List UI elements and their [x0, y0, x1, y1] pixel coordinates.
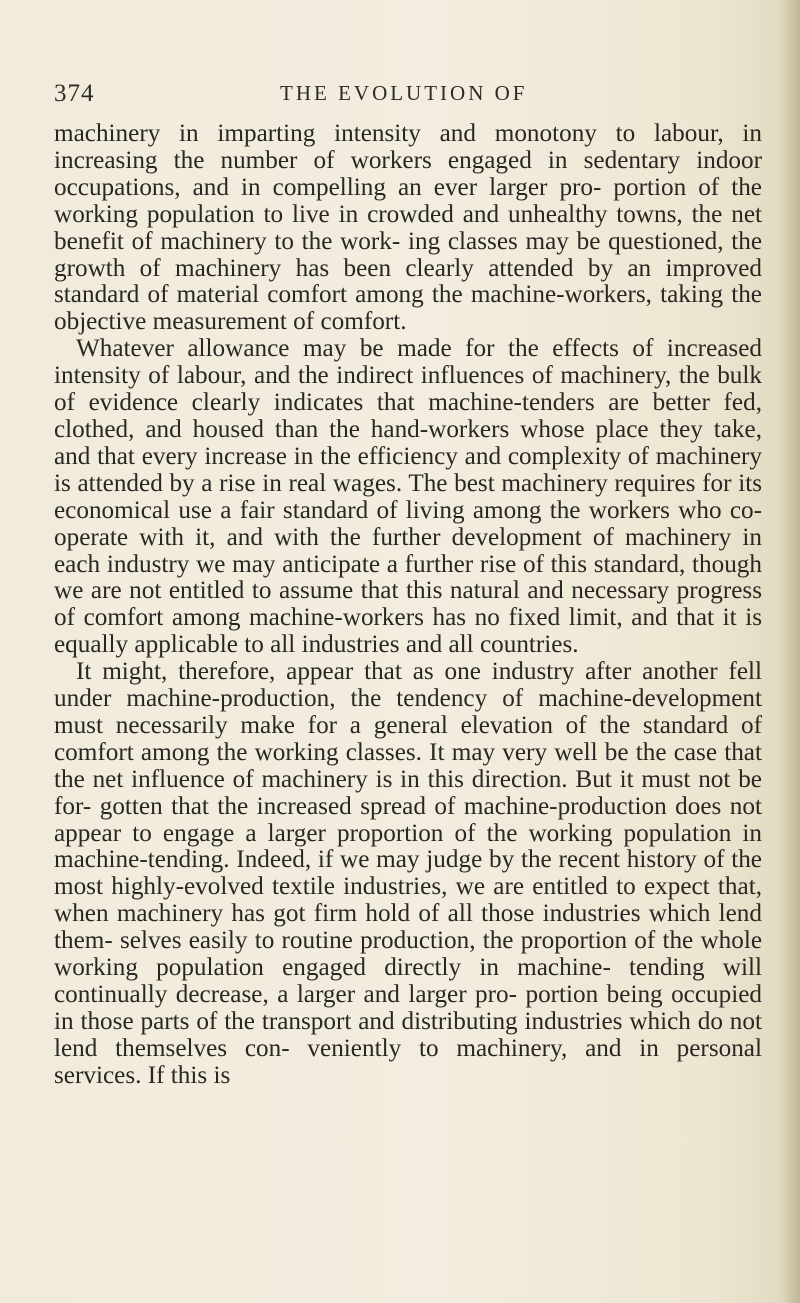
- page-edge-shadow: [782, 0, 800, 1303]
- page-number: 374: [54, 80, 95, 107]
- page-header: [54, 80, 762, 114]
- running-title: THE EVOLUTION OF: [280, 81, 528, 105]
- paragraph-3: It might, therefore, appear that as one industry after another fell under machine-production, the tendency of machine-development must necessarily make for a general elevation of the standard of comfort among the working classes. It may very well be the case that the net influence of machinery is in this direction. But it must not be for- gotten that the increased spread of machine-production does not appear to engage a larger proportion of the working population in machine-tending. Indeed, if we may judge by the recent history of the most highly-evolved textile industries, we are entitled to expect that, when machinery has got firm hold of all those industries which lend them- selves easily to routine production, the proportion of the whole working population engaged directly in machine- tending will continually decrease, a larger and larger pro- portion being occupied in those parts of the transport and distributing industries which do not lend themselves con- veniently to machinery, and in personal services. If this is: [54, 658, 762, 1089]
- paragraph-2: Whatever allowance may be made for the effects of increased intensity of labour, and the indirect influences of machinery, the bulk of evidence clearly indicates that machine-tenders are better fed, clothed, and housed than the hand-workers whose place they take, and that every increase in the efficiency and complexity of machinery is attended by a rise in real wages. The best machinery requires for its economical use a fair standard of living among the workers who co-operate with it, and with the further development of machinery in each industry we may anticipate a further rise of this standard, though we are not entitled to assume that this natural and necessary progress of comfort among machine-workers has no fixed limit, and that it is equally applicable to all industries and all countries.: [54, 335, 762, 659]
- body-text: [54, 121, 762, 1090]
- paragraph-1: machinery in imparting intensity and monotony to labour, in increasing the number of workers engaged in sedentary indoor occupations, and in compelling an ever larger pro- portion of the working population to live in crowded and unhealthy towns, the net benefit of machinery to the work- ing classes may be questioned, the growth of machinery has been clearly attended by an improved standard of material comfort among the machine-workers, taking the objective measurement of comfort.: [54, 120, 762, 336]
